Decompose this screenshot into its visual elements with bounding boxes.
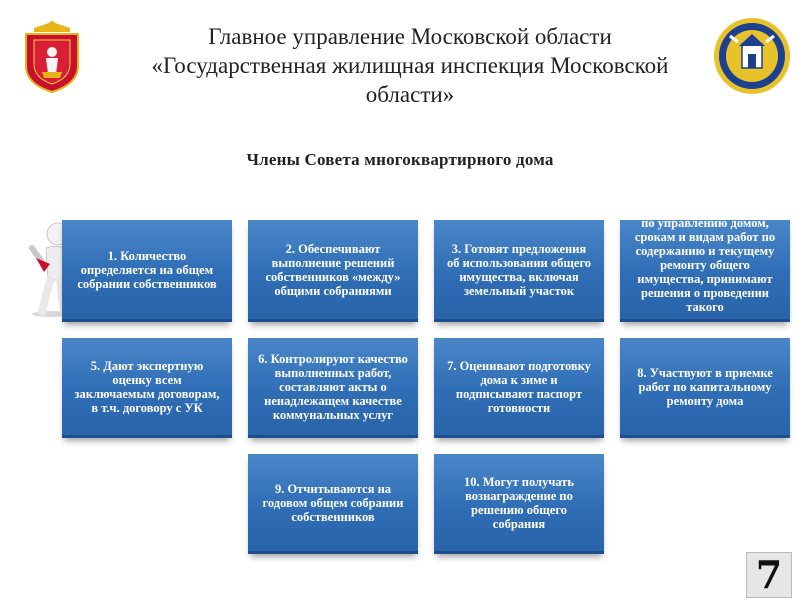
- card-10: [434, 454, 604, 554]
- card-6: [248, 338, 418, 438]
- card-9-text: 9. Отчитываются на годовом общем собрании собственников: [262, 481, 404, 524]
- moscow-region-coat-of-arms-icon: [20, 18, 84, 94]
- card-1-text: 1. Количество определяется на общем собрании собственников: [77, 248, 217, 291]
- card-8: [620, 338, 790, 438]
- card-4-text: 4. Готовят предложения по управлению домом, срокам и видам работ по содержанию и текущему ремонту общего имущества, принимают решения о проведении такого: [634, 202, 776, 314]
- card-9: [248, 454, 418, 554]
- title-line-3: области»: [365, 82, 455, 107]
- housing-inspection-emblem-icon: [712, 16, 792, 96]
- card-2-text: 2. Обеспечивают выполнение решений собственников «между» общими собраниями: [265, 241, 401, 298]
- page-number: 7: [746, 552, 792, 598]
- card-1: [62, 220, 232, 322]
- card-3: [434, 220, 604, 322]
- card-8-text: 8. Участвуют в приемке работ по капитальному ремонту дома: [637, 365, 773, 408]
- card-7: [434, 338, 604, 438]
- page-title: [100, 22, 720, 109]
- title-line-2: «Государственная жилищная инспекция Московской: [151, 53, 669, 78]
- card-5: [62, 338, 232, 438]
- card-7-text: 7. Оценивают подготовку дома к зиме и подписывают паспорт готовности: [447, 358, 591, 415]
- section-title: Члены Совета многоквартирного дома: [246, 150, 554, 169]
- card-10-text: 10. Могут получать вознаграждение по решению общего собрания: [463, 474, 575, 531]
- card-6-text: 6. Контролируют качество выполненных работ, составляют акты о ненадлежащем качестве коммунальных услуг: [258, 351, 408, 422]
- card-2: [248, 220, 418, 322]
- card-3-text: 3. Готовят предложения об использовании общего имущества, включая земельный участок: [446, 241, 592, 298]
- card-5-text: 5. Дают экспертную оценку всем заключаемым договорам, в т.ч. договору с УК: [74, 358, 220, 415]
- title-line-1: Главное управление Московской области: [208, 24, 612, 49]
- card-4: [620, 202, 790, 322]
